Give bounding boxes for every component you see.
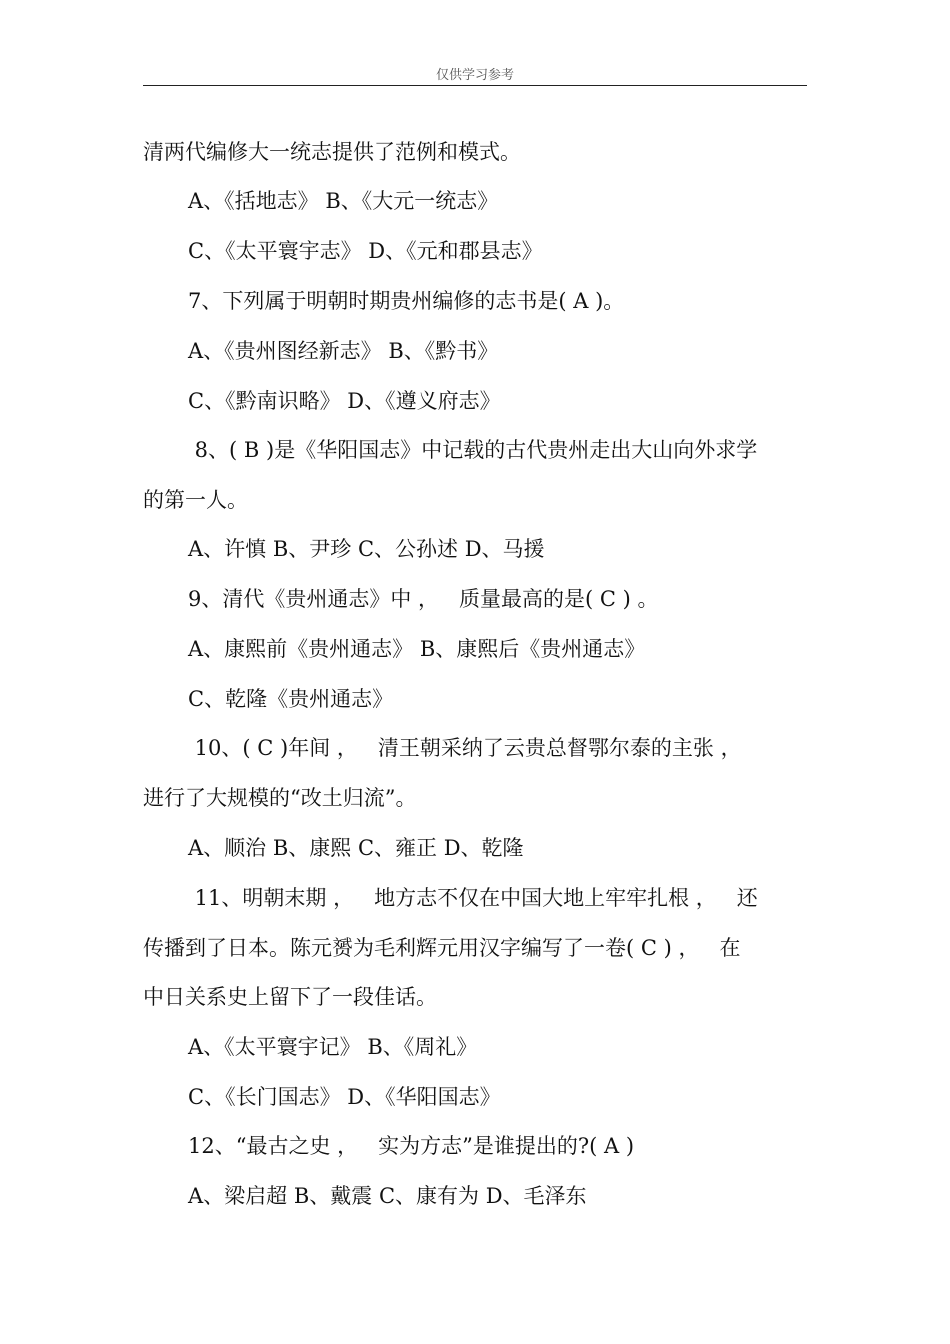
q11-options-cd: C、《长门国志》 D、《华阳国志》: [188, 1085, 501, 1109]
header-divider: [143, 85, 807, 86]
q6-options-cd: C、《太平寰宇志》 D、《元和郡县志》: [188, 239, 543, 263]
q6-options-ab: A、《括地志》 B、《大元一统志》: [188, 189, 499, 213]
q12-question: 12、“最古之史 ， 实为方志”是谁提出的?( A ): [188, 1134, 635, 1158]
q10-options: A、顺治 B、康熙 C、雍正 D、乾隆: [188, 836, 524, 860]
q10-question-cont: 进行了大规模的“改土归流”。: [143, 786, 417, 810]
q9-question: 9、清代《贵州通志》中 ， 质量最高的是( C ) 。: [188, 587, 659, 611]
q10-question: 10、( C )年间 ， 清王朝采纳了云贵总督鄂尔泰的主张 ，: [188, 736, 742, 760]
q11-question: 11、明朝末期 ， 地方志不仅在中国大地上牢牢扎根 ， 还: [188, 886, 758, 910]
q8-question-cont: 的第一人。: [143, 488, 248, 512]
q11-question-cont2: 中日关系史上留下了一段佳话。: [143, 985, 437, 1009]
page-header: 仅供学习参考: [435, 68, 514, 83]
q7-options-cd: C、《黔南识略》 D、《遵义府志》: [188, 389, 501, 413]
text-line-continuation: 清两代编修大一统志提供了范例和模式。: [143, 140, 521, 164]
q7-options-ab: A、《贵州图经新志》 B、《黔书》: [188, 339, 499, 363]
q9-options-ab: A、康熙前《贵州通志》 B、康熙后《贵州通志》: [188, 637, 646, 661]
q7-question: 7、下列属于明朝时期贵州编修的志书是( A )。: [188, 289, 625, 313]
q9-options-c: C、乾隆《贵州通志》: [188, 687, 394, 711]
q8-options: A、许慎 B、尹珍 C、公孙述 D、马援: [188, 537, 545, 561]
q11-question-cont: 传播到了日本。陈元赟为毛利辉元用汉字编写了一卷( C ) ， 在: [143, 936, 741, 960]
q8-question: 8、( B )是《华阳国志》中记载的古代贵州走出大山向外求学: [188, 438, 758, 462]
q12-options: A、梁启超 B、戴震 C、康有为 D、毛泽东: [188, 1184, 587, 1208]
q11-options-ab: A、《太平寰宇记》 B、《周礼》: [188, 1035, 478, 1059]
